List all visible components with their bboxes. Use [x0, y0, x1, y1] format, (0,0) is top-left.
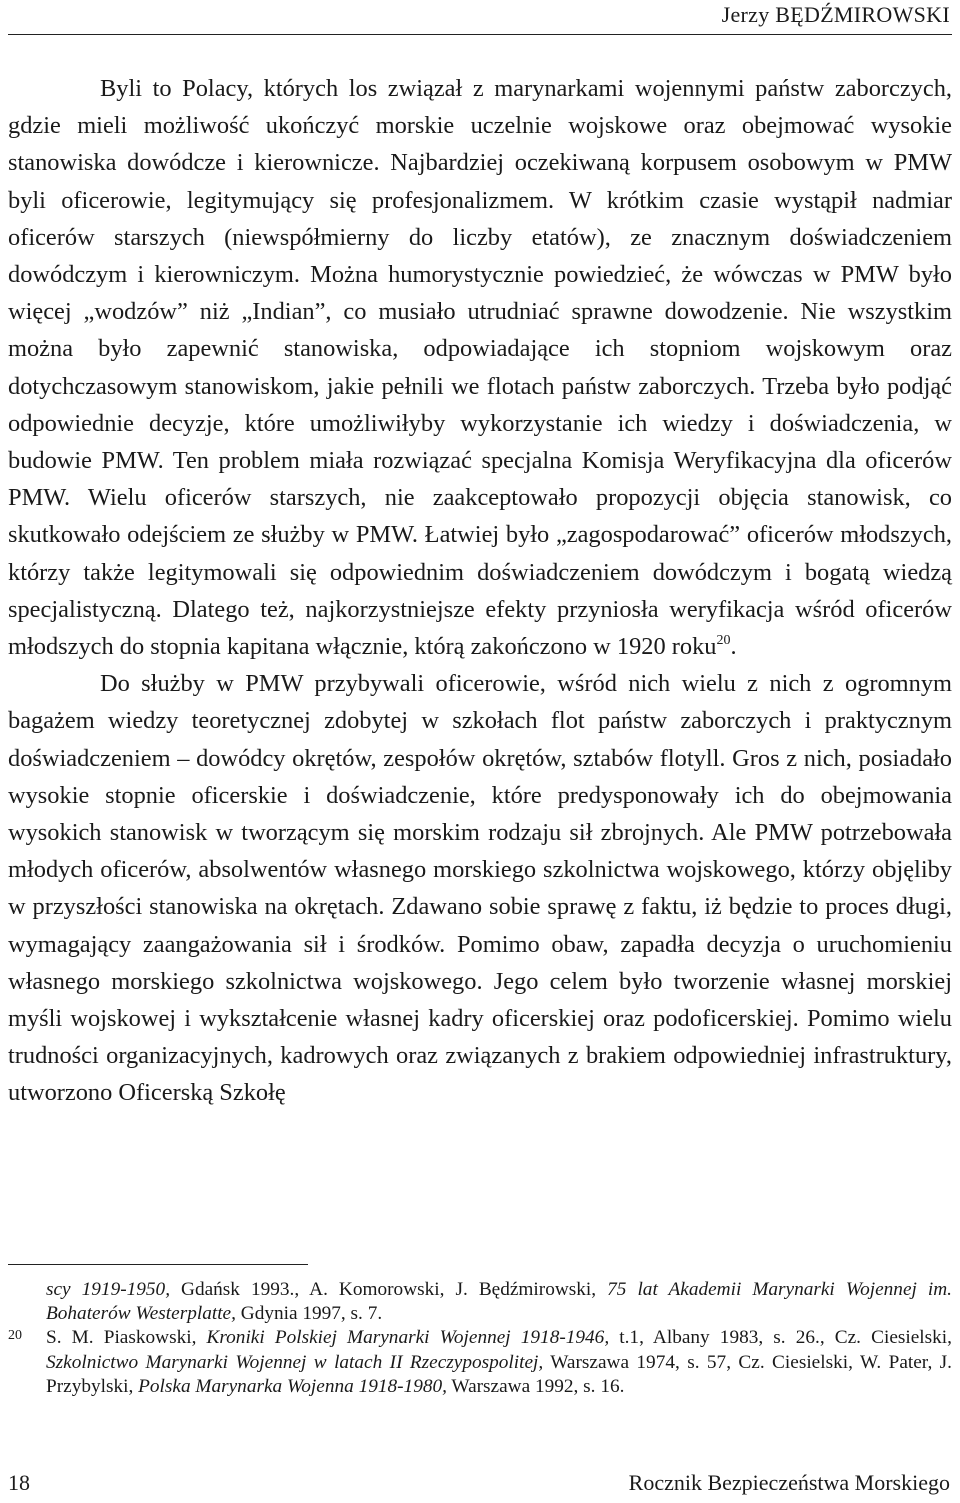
- page-number: 18: [8, 1470, 30, 1495]
- running-header-author: Jerzy BĘDŹMIROWSKI: [721, 2, 950, 27]
- footnote-20: S. M. Piaskowski, Kroniki Polskiej Marynarki Wojennej 1918-1946, t.1, Albany 1983, s. 26., Cz. Ciesielski, Szkolnictwo Marynarki Wojennej w latach II Rzeczypospolitej, Warszawa 1974, s. 57, Cz. Ciesielski, W. Pater, J. Przybylski, Polska Marynarka Wojenna 1918-1980, Warszawa 1992, s. 16.: [46, 1327, 952, 1397]
- paragraph-1-text: Byli to Polacy, których los związał z marynarkami wojennymi państw zaborczych, gdzie mieli możliwość ukończyć morskie uczelnie wojskowe oraz obejmować wysokie stanowiska dowódcze i kierownicze. Najbardziej oczekiwaną korpusem osobowym w PMW byli oficerowie, legitymujący się profesjonalizmem. W krótkim czasie wystąpił nadmiar oficerów starszych (niewspółmierny do liczby etatów), ze znacznym doświadczeniem dowódczym i kierowniczym. Można humorystycznie powiedzieć, że wówczas w PMW było więcej „wodzów” niż „Indian”, co musiało utrudniać sprawne dowodzenie. Nie wszystkim można było zapewnić stanowiska, odpowiadające ich stopniom wojskowym oraz dotychczasowym stanowiskom, jakie pełnili we flotach państw zaborczych. Trzeba było podjąć odpowiednie decyzje, które umożliwiłyby wykorzystanie ich wiedzy i doświadczenia, w budowie PMW. Ten problem miała rozwiązać specjalna Komisja Weryfikacyjna dla oficerów PMW. Wielu oficerów starszych, nie zaakceptowało propozycji objęcia stanowisk, co skutkowało odejściem ze służby w PMW. Łatwiej było „zagospodarować” oficerów młodszych, którzy także legitymowali się odpowiednim doświadczeniem dowódczym i bogatą wiedzą specjalistyczną. Dlatego też, najkorzystniejsze efekty przyniosła weryfikacja wśród oficerów młodszych do stopnia kapitana włącznie, którą zakończono w 1920 roku: [8, 75, 952, 661]
- journal-title: Rocznik Bezpieczeństwa Morskiego: [628, 1470, 950, 1495]
- paragraph-2: Do służby w PMW przybywali oficerowie, wśród nich wielu z nich z ogromnym bagażem wiedzy teoretycznej zdobytej w szkołach flot państw zaborczych i praktycznym doświadczeniem – dowódcy okrętów, zespołów okrętów, sztabów flotyll. Gros z nich, posiadało wysokie stopnie oficerskie i doświadczenie, które predysponowały ich do obejmowania wysokich stanowisk w tworzącym się morskim rodzaju sił zbrojnych. Ale PMW potrzebowała młodych oficerów, absolwentów własnego morskiego szkolnictwa wojskowego, którzy objęliby w przyszłości stanowiska na okrętach. Zdawano sobie sprawę z faktu, iż będzie to proces długi, wymagający zaangażowania sił i środków. Pomimo obaw, zapadła decyzja o uruchomieniu własnego morskiego szkolnictwa wojskowego. Jego celem było tworzenie własnej morskiej myśli wojskowej i wykształcenie własnej kadry oficerskiej oraz podoficerskiej. Pomimo wielu trudności organizacyjnych, kadrowych oraz związanych z brakiem odpowiedniej infrastruktury, utworzono Oficerską Szkołę: [8, 670, 952, 1107]
- footnote-continuation: scy 1919-1950, Gdańsk 1993., A. Komorowski, J. Będźmirowski, 75 lat Akademii Marynarki Wojennej im. Bohaterów Westerplatte, Gdynia 1997, s. 7.: [46, 1279, 952, 1325]
- main-text: [8, 70, 952, 1112]
- paragraph-1: [8, 70, 952, 665]
- footnote-separator: [8, 1264, 308, 1265]
- footnote-number: 20: [8, 1328, 22, 1343]
- footnotes: [8, 1278, 952, 1399]
- header-rule: [8, 34, 952, 35]
- paragraph-1-end: .: [730, 633, 737, 661]
- footnote-reference: 20: [716, 633, 731, 649]
